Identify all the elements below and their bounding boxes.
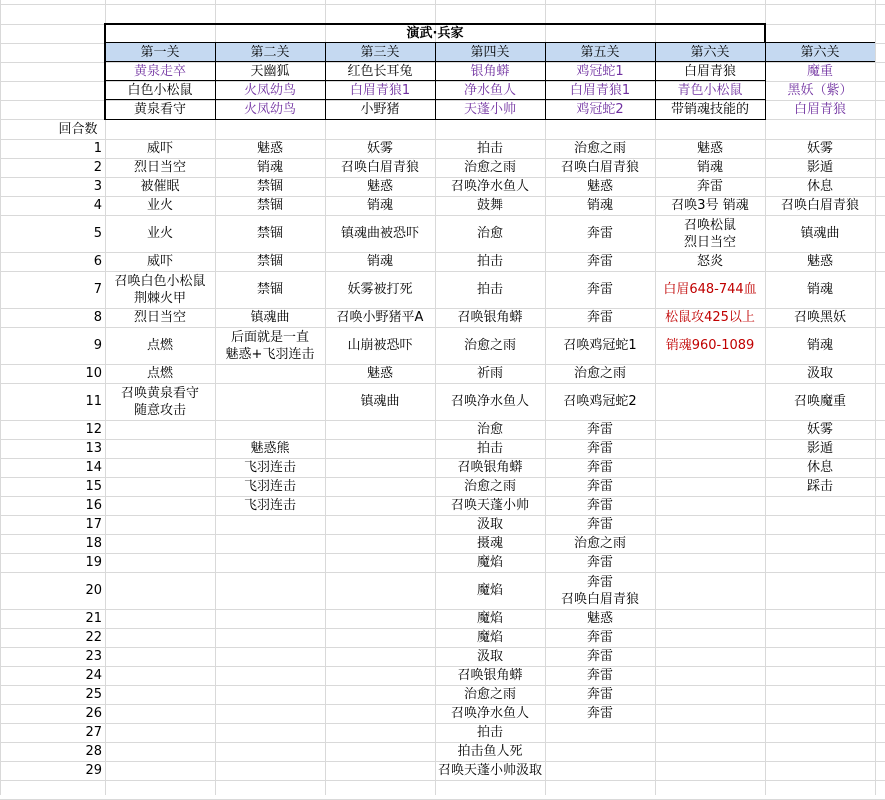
skill-cell: 治愈之雨 <box>463 160 516 175</box>
enemy-cell: 白眉青狼1 <box>349 83 411 98</box>
round-number: 4 <box>93 198 102 213</box>
skill-line: 随意攻击 <box>133 402 186 418</box>
round-number: 5 <box>93 226 102 241</box>
skill-cell: 魅惑 <box>806 254 833 269</box>
skill-cell: 拍击 <box>476 725 503 740</box>
skill-cell: 召唤小野猪平A <box>336 310 424 325</box>
round-number: 1 <box>93 141 102 156</box>
skill-cell <box>215 327 325 364</box>
skill-cell: 奔雷 <box>586 422 613 437</box>
skill-cell: 治愈之雨 <box>463 479 516 494</box>
skill-cell: 汲取 <box>476 517 503 532</box>
skill-cell: 飞羽连击 <box>243 498 296 513</box>
skill-cell: 飞羽连击 <box>243 479 296 494</box>
enemy-cell: 白色小松鼠 <box>127 83 193 98</box>
round-number: 22 <box>85 630 102 645</box>
skill-cell: 治愈之雨 <box>463 687 516 702</box>
round-number: 11 <box>85 394 102 409</box>
skill-cell: 影遁 <box>806 160 833 175</box>
skill-cell: 威吓 <box>146 141 173 156</box>
skill-cell: 汲取 <box>806 366 833 381</box>
skill-cell: 奔雷 <box>586 282 613 297</box>
skill-cell: 禁锢 <box>256 198 283 213</box>
skill-cell: 魅惑 <box>366 179 393 194</box>
skill-cell: 治愈之雨 <box>573 141 626 156</box>
skill-cell: 业火 <box>146 226 173 241</box>
skill-cell: 魔焰 <box>476 630 503 645</box>
round-number: 17 <box>85 517 102 532</box>
enemy-cell: 黑妖（紫） <box>787 83 853 98</box>
skill-cell: 摄魂 <box>476 536 503 551</box>
skill-cell: 召唤银角蟒 <box>457 460 523 475</box>
skill-cell: 奔雷 <box>586 668 613 683</box>
skill-cell <box>105 383 215 420</box>
skill-cell: 拍击鱼人死 <box>457 744 523 759</box>
skill-cell: 松鼠攻425以上 <box>665 310 755 325</box>
enemy-cell: 黄泉走卒 <box>133 64 186 79</box>
skill-cell: 召唤银角蟒 <box>457 668 523 683</box>
round-number: 23 <box>85 649 102 664</box>
skill-cell: 妖雾 <box>806 422 833 437</box>
round-number: 28 <box>85 744 102 759</box>
skill-cell: 禁锢 <box>256 282 283 297</box>
gridline-h <box>0 4 885 5</box>
skill-cell: 魅惑 <box>586 179 613 194</box>
round-number: 13 <box>85 441 102 456</box>
sheet-title: 演武·兵家 <box>406 26 464 41</box>
skill-cell: 奔雷 <box>586 441 613 456</box>
gridline-v <box>0 0 1 795</box>
skill-cell: 祈雨 <box>476 366 503 381</box>
round-number: 25 <box>85 687 102 702</box>
stage-header-5: 第五关 <box>580 45 620 60</box>
skill-cell: 镇魂曲 <box>360 394 400 409</box>
gridline-h <box>0 780 885 781</box>
skill-line: 召唤白眉青狼 <box>560 591 639 607</box>
skill-cell: 销魂 <box>256 160 283 175</box>
skill-cell: 鼓舞 <box>476 198 503 213</box>
skill-cell: 奔雷 <box>586 498 613 513</box>
skill-cell: 魅惑 <box>366 366 393 381</box>
round-number: 12 <box>85 422 102 437</box>
skill-cell: 治愈 <box>476 226 503 241</box>
skill-cell: 镇魂曲被恐吓 <box>340 226 419 241</box>
round-number: 3 <box>93 179 102 194</box>
enemy-cell: 白眉青狼 <box>793 102 846 117</box>
skill-cell: 销魂 <box>696 160 723 175</box>
skill-line: 召唤白色小松鼠 <box>114 273 206 289</box>
round-number: 16 <box>85 498 102 513</box>
skill-cell: 业火 <box>146 198 173 213</box>
enemy-cell: 火凤幼鸟 <box>243 102 296 117</box>
skill-cell: 拍击 <box>476 441 503 456</box>
round-number: 24 <box>85 668 102 683</box>
round-number: 2 <box>93 160 102 175</box>
skill-cell: 召唤白眉青狼 <box>340 160 419 175</box>
skill-cell: 魅惑熊 <box>250 441 290 456</box>
round-number: 21 <box>85 611 102 626</box>
skill-cell: 召唤天蓬小帅汲取 <box>437 763 542 778</box>
skill-cell: 白眉648-744血 <box>663 282 757 297</box>
skill-cell <box>655 215 765 252</box>
enemy-cell: 白眉青狼 <box>683 64 736 79</box>
skill-cell: 召唤银角蟒 <box>457 310 523 325</box>
skill-line: 召唤松鼠 <box>683 217 736 233</box>
skill-cell: 魔焰 <box>476 583 503 598</box>
skill-line: 魅惑+飞羽连击 <box>225 346 315 362</box>
skill-line: 召唤黄泉看守 <box>120 385 199 401</box>
skill-cell: 山崩被恐吓 <box>347 338 413 353</box>
skill-cell: 魔焰 <box>476 611 503 626</box>
skill-cell: 休息 <box>806 179 833 194</box>
round-number: 7 <box>93 282 102 297</box>
enemy-cell: 鸡冠蛇2 <box>576 102 624 117</box>
skill-cell: 召唤鸡冠蛇2 <box>563 394 637 409</box>
round-number: 6 <box>93 254 102 269</box>
skill-cell: 治愈之雨 <box>463 338 516 353</box>
skill-cell: 奔雷 <box>586 226 613 241</box>
round-number: 18 <box>85 536 102 551</box>
stage-header-7: 第六关 <box>800 45 840 60</box>
skill-cell: 销魂 <box>366 254 393 269</box>
enemy-cell: 火凤幼鸟 <box>243 83 296 98</box>
skill-line: 烈日当空 <box>683 234 736 250</box>
skill-cell: 治愈之雨 <box>573 536 626 551</box>
round-number: 8 <box>93 310 102 325</box>
skill-line: 后面就是一直 <box>230 329 309 345</box>
skill-cell <box>105 271 215 308</box>
skill-cell: 销魂960-1089 <box>665 338 755 353</box>
skill-cell: 魅惑 <box>586 611 613 626</box>
skill-cell: 烈日当空 <box>133 160 186 175</box>
enemy-cell: 净水鱼人 <box>463 83 516 98</box>
skill-cell: 影遁 <box>806 441 833 456</box>
skill-cell: 飞羽连击 <box>243 460 296 475</box>
stage-header-6: 第六关 <box>690 45 730 60</box>
skill-cell: 拍击 <box>476 254 503 269</box>
gridline-v <box>875 0 876 795</box>
skill-cell: 禁锢 <box>256 179 283 194</box>
skill-cell: 妖雾被打死 <box>347 282 413 297</box>
skill-cell: 被催眠 <box>140 179 180 194</box>
skill-cell: 烈日当空 <box>133 310 186 325</box>
stage-header-4: 第四关 <box>470 45 510 60</box>
skill-cell: 妖雾 <box>366 141 393 156</box>
skill-cell <box>545 572 655 609</box>
skill-cell: 魅惑 <box>256 141 283 156</box>
skill-cell: 禁锢 <box>256 226 283 241</box>
skill-cell: 奔雷 <box>586 460 613 475</box>
stage-header-1: 第一关 <box>140 45 180 60</box>
skill-line: 荆棘火甲 <box>133 290 186 306</box>
skill-cell: 怒炎 <box>696 254 723 269</box>
skill-cell: 点燃 <box>146 338 173 353</box>
stage-header-2: 第二关 <box>250 45 290 60</box>
enemy-cell: 红色长耳兔 <box>347 64 413 79</box>
enemy-cell: 天蓬小帅 <box>463 102 516 117</box>
enemy-cell: 黄泉看守 <box>133 102 186 117</box>
skill-cell: 销魂 <box>366 198 393 213</box>
skill-cell: 治愈之雨 <box>573 366 626 381</box>
round-number: 27 <box>85 725 102 740</box>
round-number-partial <box>60 780 102 799</box>
round-number: 15 <box>85 479 102 494</box>
round-number: 26 <box>85 706 102 721</box>
skill-cell: 奔雷 <box>586 649 613 664</box>
round-number: 14 <box>85 460 102 475</box>
skill-cell: 魔焰 <box>476 555 503 570</box>
skill-cell: 休息 <box>806 460 833 475</box>
skill-cell: 禁锢 <box>256 254 283 269</box>
skill-cell: 召唤净水鱼人 <box>450 394 529 409</box>
enemy-cell: 魔重 <box>806 64 833 79</box>
skill-cell: 奔雷 <box>586 687 613 702</box>
skill-cell: 销魂 <box>586 198 613 213</box>
enemy-cell: 青色小松鼠 <box>677 83 743 98</box>
skill-cell: 镇魂曲 <box>250 310 290 325</box>
skill-cell: 召唤白眉青狼 <box>780 198 859 213</box>
round-number: 20 <box>85 583 102 598</box>
round-number: 19 <box>85 555 102 570</box>
skill-cell: 召唤净水鱼人 <box>450 706 529 721</box>
skill-cell: 奔雷 <box>586 706 613 721</box>
skill-cell: 销魂 <box>806 282 833 297</box>
enemy-cell: 白眉青狼1 <box>569 83 631 98</box>
title-border-right <box>764 23 766 43</box>
skill-cell: 奔雷 <box>586 517 613 532</box>
skill-cell: 拍击 <box>476 141 503 156</box>
skill-cell: 踩击 <box>806 479 833 494</box>
skill-cell: 拍击 <box>476 282 503 297</box>
skill-cell: 奔雷 <box>586 630 613 645</box>
round-number: 29 <box>85 763 102 778</box>
stage-header-3: 第三关 <box>360 45 400 60</box>
skill-cell: 召唤净水鱼人 <box>450 179 529 194</box>
skill-cell: 镇魂曲 <box>800 226 840 241</box>
enemy-cell: 鸡冠蛇1 <box>576 64 624 79</box>
enemy-cell: 带销魂技能的 <box>670 102 749 117</box>
skill-cell: 威吓 <box>146 254 173 269</box>
skill-cell: 汲取 <box>476 649 503 664</box>
skill-cell: 治愈 <box>476 422 503 437</box>
skill-line: 奔雷 <box>586 574 613 590</box>
skill-cell: 召唤黑妖 <box>793 310 846 325</box>
skill-cell: 召唤天蓬小帅 <box>450 498 529 513</box>
skill-cell: 召唤魔重 <box>793 394 846 409</box>
enemy-cell: 银角蟒 <box>470 64 510 79</box>
skill-cell: 奔雷 <box>586 555 613 570</box>
skill-cell: 奔雷 <box>586 310 613 325</box>
skill-cell: 召唤鸡冠蛇1 <box>563 338 637 353</box>
skill-cell: 召唤白眉青狼 <box>560 160 639 175</box>
skill-cell: 销魂 <box>806 338 833 353</box>
skill-cell: 妖雾 <box>806 141 833 156</box>
enemy-cell: 小野猪 <box>360 102 400 117</box>
skill-cell: 奔雷 <box>586 254 613 269</box>
skill-cell: 点燃 <box>146 366 173 381</box>
round-label: 回合数 <box>58 121 98 137</box>
skill-cell: 奔雷 <box>586 479 613 494</box>
skill-cell: 奔雷 <box>696 179 723 194</box>
round-number: 10 <box>85 366 102 381</box>
enemy-cell: 天幽狐 <box>250 64 290 79</box>
skill-cell: 魅惑 <box>696 141 723 156</box>
skill-cell: 召唤3号 销魂 <box>671 198 749 213</box>
title-border-top <box>104 23 765 25</box>
round-number: 9 <box>93 338 102 353</box>
